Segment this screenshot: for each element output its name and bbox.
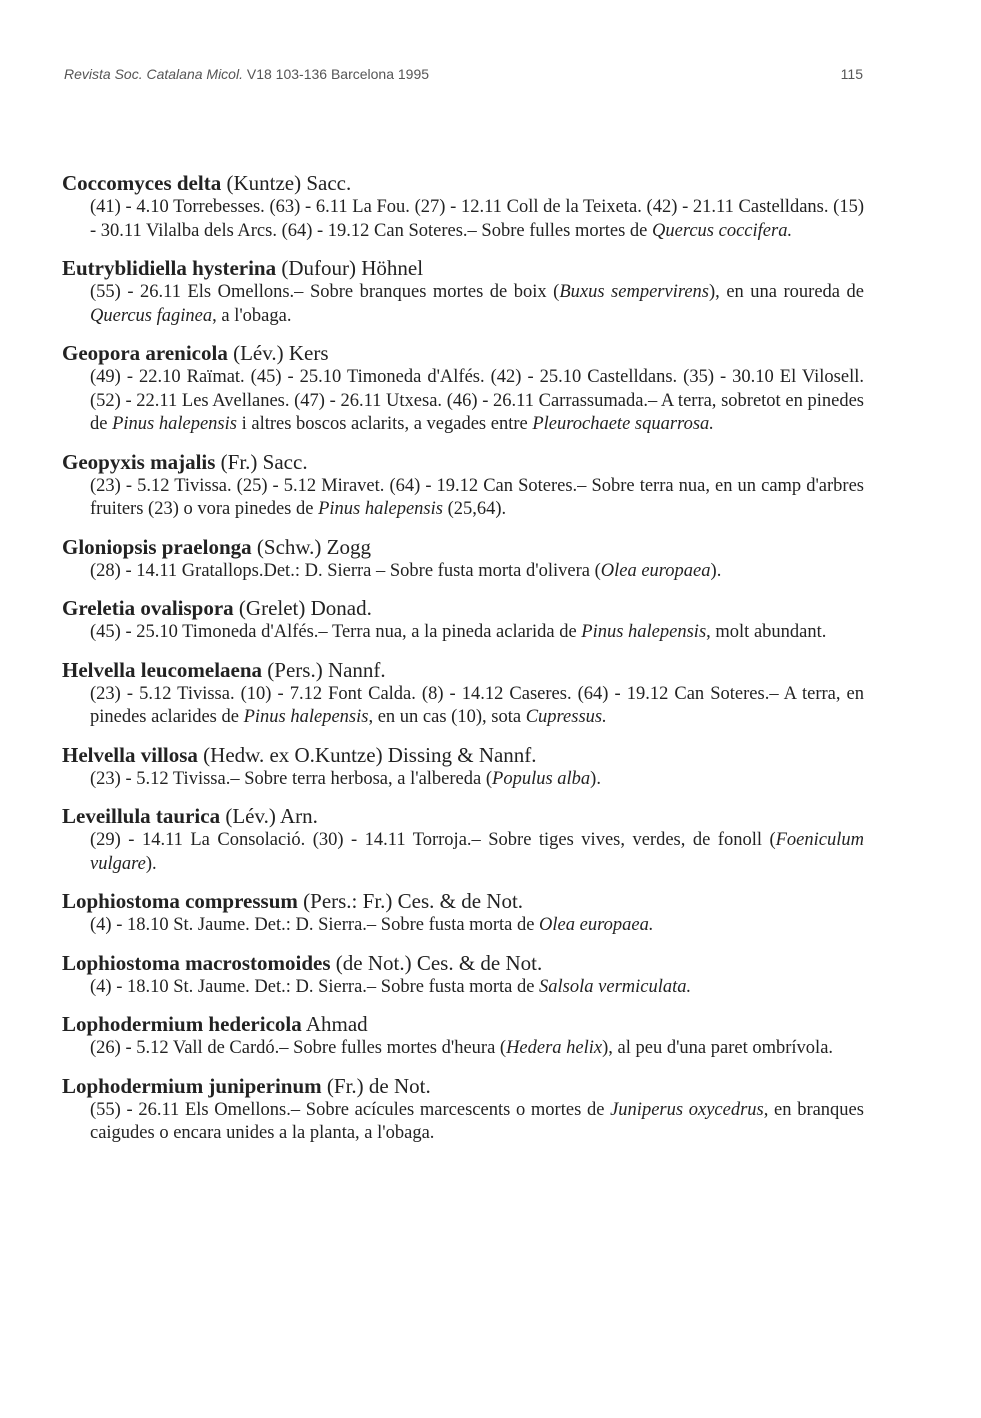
taxon-name: Salsola vermiculata. xyxy=(539,976,692,997)
species-author: (Lév.) Kers xyxy=(227,341,329,365)
species-record xyxy=(90,475,864,522)
species-entry xyxy=(62,888,864,938)
taxon-name: Populus alba xyxy=(492,768,591,789)
species-title xyxy=(62,1073,864,1099)
record-text: , molt abundant. xyxy=(706,622,827,642)
species-name: Geopyxis majalis xyxy=(62,449,216,474)
species-record xyxy=(90,914,864,938)
species-record xyxy=(90,560,864,584)
species-author: (Kuntze) Sacc. xyxy=(221,171,352,195)
species-author: (de Not.) Ces. & de Not. xyxy=(330,950,543,975)
species-title xyxy=(62,255,864,281)
taxon-name: Pinus halepensis xyxy=(318,499,443,519)
taxon-name: Pinus halepensis xyxy=(243,707,369,727)
species-record xyxy=(90,196,864,243)
taxon-name: Pinus halepensis xyxy=(581,622,707,642)
record-text: (23) - 5.12 Tivissa. (25) - 5.12 Miravet. (64) - 19.12 Can Soteres.– Sobre terra nua, en un camp d'arbres fruiters (23) o vora pinedes de xyxy=(90,475,864,519)
journal-place-year: Barcelona 1995 xyxy=(330,66,430,82)
record-text: ). xyxy=(145,853,157,874)
species-author: (Schw.) Zogg xyxy=(251,534,372,559)
journal-name: Revista Soc. Catalana Micol. xyxy=(64,66,243,82)
species-entry xyxy=(62,803,864,876)
record-text: ), al peu d'una paret ombrívola. xyxy=(602,1038,834,1058)
species-entry xyxy=(62,1073,864,1146)
species-title xyxy=(62,1011,864,1037)
species-entry xyxy=(62,657,864,730)
species-record xyxy=(90,281,864,328)
record-text: (23) - 5.12 Tivissa.– Sobre terra herbosa, a l'albereda ( xyxy=(90,768,493,789)
species-title xyxy=(62,888,864,914)
species-author: (Hedw. ex O.Kuntze) Dissing & Nannf. xyxy=(197,742,537,767)
species-title xyxy=(62,595,864,621)
species-name: Lophiostoma macrostomoides xyxy=(62,950,331,975)
page-number: 115 xyxy=(840,66,863,82)
species-author: (Fr.) de Not. xyxy=(321,1073,431,1098)
record-text: (55) - 26.11 Els Omellons.– Sobre branques mortes de boix ( xyxy=(90,282,560,302)
record-text: , en branques caigudes o encara unides a la planta, a l'obaga. xyxy=(90,1099,864,1143)
species-title xyxy=(62,449,864,475)
taxon-name: Olea europaea xyxy=(600,560,711,581)
species-title xyxy=(62,803,864,829)
species-name: Geopora arenicola xyxy=(62,341,228,365)
record-text: i altres boscos aclarits, a vegades entre xyxy=(236,414,533,434)
journal-pages: 103-136 xyxy=(275,66,328,82)
species-author: (Lév.) Arn. xyxy=(220,804,318,828)
taxon-name: Pleurochaete squarrosa. xyxy=(532,414,714,434)
species-author: (Dufour) Höhnel xyxy=(276,256,424,280)
species-entry xyxy=(62,1011,864,1061)
species-entry xyxy=(62,595,864,645)
species-author: (Pers.) Nannf. xyxy=(262,657,386,682)
species-title xyxy=(62,340,864,366)
record-text: , a l'obaga. xyxy=(212,305,292,326)
species-name: Eutryblidiella hysterina xyxy=(62,256,277,280)
species-name: Greletia ovalispora xyxy=(62,596,234,620)
species-entry xyxy=(62,255,864,328)
species-title xyxy=(62,170,864,196)
species-record xyxy=(90,621,864,645)
record-text: (23) - 5.12 Tivissa. (10) - 7.12 Font Calda. (8) - 14.12 Caseres. (64) - 19.12 Can Soteres.– A terra, en pinedes aclarides de xyxy=(90,683,864,727)
species-name: Gloniopsis praelonga xyxy=(62,534,252,559)
species-title xyxy=(62,657,864,683)
taxon-name: Foeniculum vulgare xyxy=(90,830,864,874)
species-name: Lophiostoma compressum xyxy=(62,889,298,913)
species-entry xyxy=(62,449,864,522)
record-text: ), en una roureda de xyxy=(709,282,864,302)
taxon-name: Quercus faginea xyxy=(90,305,213,326)
record-text: ). xyxy=(710,560,722,581)
taxon-name: Olea europaea. xyxy=(539,915,654,935)
species-record xyxy=(90,976,864,1000)
species-title xyxy=(62,534,864,560)
species-author: (Pers.: Fr.) Ces. & de Not. xyxy=(297,889,524,913)
record-text: (55) - 26.11 Els Omellons.– Sobre acícules marcescents o mortes de xyxy=(90,1099,611,1120)
species-name: Helvella leucomelaena xyxy=(62,657,263,682)
species-name: Coccomyces delta xyxy=(62,171,222,195)
species-record xyxy=(90,366,864,437)
species-record xyxy=(90,1037,864,1061)
species-entry xyxy=(62,534,864,584)
record-text: (45) - 25.10 Timoneda d'Alfés.– Terra nua, a la pineda aclarida de xyxy=(90,622,582,642)
taxon-name: Juniperus oxycedrus xyxy=(610,1099,764,1120)
record-text: ). xyxy=(590,768,601,789)
species-name: Lophodermium hedericola xyxy=(62,1012,302,1036)
species-name: Leveillula taurica xyxy=(62,804,221,828)
species-entry xyxy=(62,170,864,243)
taxon-name: Hedera helix xyxy=(506,1038,603,1058)
species-record xyxy=(90,768,864,792)
running-header xyxy=(64,66,863,82)
species-entry xyxy=(62,340,864,437)
taxon-name: Cupressus. xyxy=(525,707,607,727)
species-author: Ahmad xyxy=(301,1012,368,1036)
record-text: (25,64). xyxy=(442,499,507,519)
journal-volume: V18 xyxy=(246,66,272,82)
taxon-name: Pinus halepensis xyxy=(112,414,237,434)
species-title xyxy=(62,950,864,976)
species-record xyxy=(90,1099,864,1146)
species-record xyxy=(90,829,864,876)
taxon-name: Quercus coccifera. xyxy=(652,220,793,241)
species-author: (Fr.) Sacc. xyxy=(215,449,308,474)
species-list xyxy=(62,170,864,1158)
species-record xyxy=(90,683,864,730)
record-text: (4) - 18.10 St. Jaume. Det.: D. Sierra.– Sobre fusta morta de xyxy=(90,976,540,997)
species-title xyxy=(62,742,864,768)
species-name: Helvella villosa xyxy=(62,742,198,767)
species-author: (Grelet) Donad. xyxy=(233,596,372,620)
record-text: (29) - 14.11 La Consolació. (30) - 14.11 Torroja.– Sobre tiges vives, verdes, de fonoll ( xyxy=(90,830,776,850)
record-text: (4) - 18.10 St. Jaume. Det.: D. Sierra.– Sobre fusta morta de xyxy=(90,915,540,935)
taxon-name: Buxus sempervirens xyxy=(559,282,710,302)
record-text: (49) - 22.10 Raïmat. (45) - 25.10 Timoneda d'Alfés. (42) - 25.10 Castelldans. (35) - 30.10 El Vilosell. (52) - 22.11 Les Avellanes. (47) - 26.11 Utxesa. (46) - 26.11 Carrassumada.– A terra, sobretot en pinedes de xyxy=(90,367,864,434)
record-text: (26) - 5.12 Vall de Cardó.– Sobre fulles mortes d'heura ( xyxy=(90,1038,507,1058)
species-entry xyxy=(62,950,864,1000)
record-text: (28) - 14.11 Gratallops.Det.: D. Sierra – Sobre fusta morta d'olivera ( xyxy=(90,560,601,581)
record-text: , en un cas (10), sota xyxy=(368,707,526,727)
species-name: Lophodermium juniperinum xyxy=(62,1073,322,1098)
record-text: (41) - 4.10 Torrebesses. (63) - 6.11 La Fou. (27) - 12.11 Coll de la Teixeta. (42) - 21.11 Castelldans. (15) - 30.11 Vilalba dels Arcs. (64) - 19.12 Can Soteres.– Sobre fulles mortes de xyxy=(90,197,864,241)
species-entry xyxy=(62,742,864,792)
